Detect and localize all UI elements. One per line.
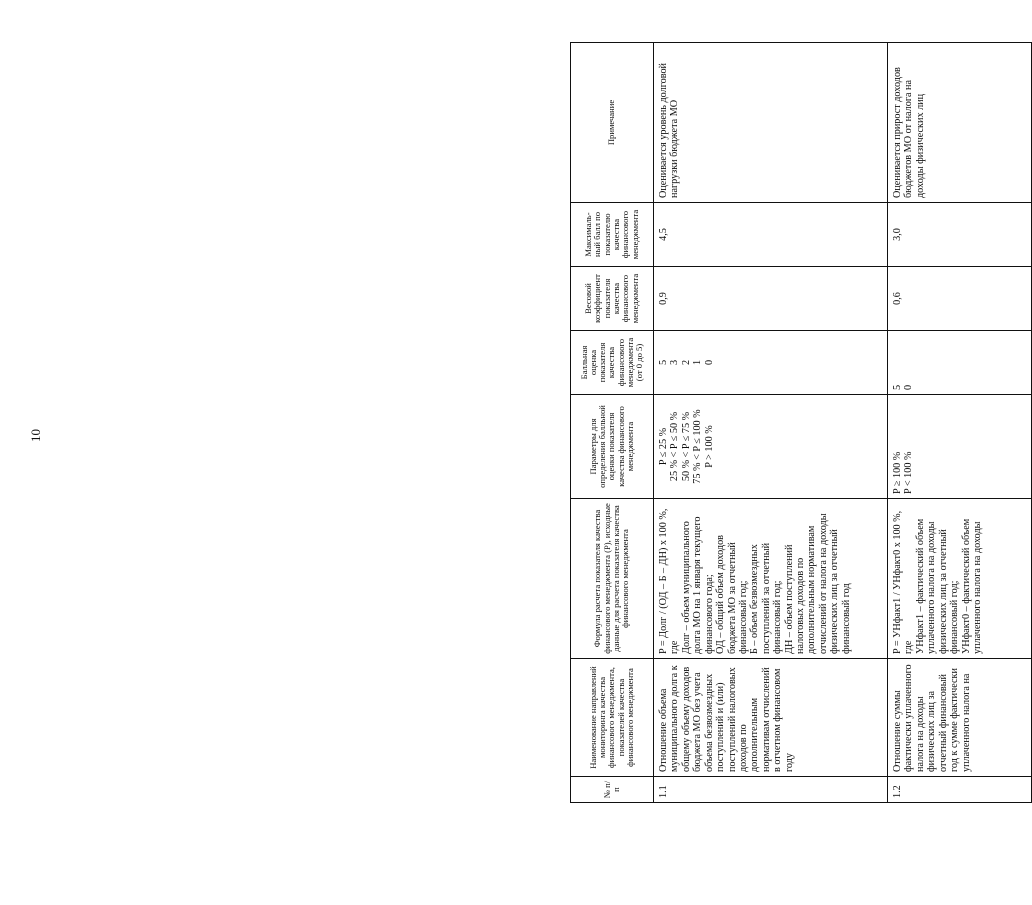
page-number: 10 — [28, 429, 43, 442]
row-parameters: P ≤ 25 % 25 % < P ≤ 50 % 50 % < P ≤ 75 % 75 % < P ≤ 100 % P > 100 % — [654, 395, 888, 499]
row-score: 5 3 2 1 0 — [654, 331, 888, 395]
row-formula: P = УНфакт1 / УНфакт0 х 100 %, где УНфакт1 – фактический объем уплаченного налога на доходы физических лиц за отчетный финансовый год; УНфакт0 – фактический объем уплаченного налога на доходы — [888, 499, 1032, 659]
header-weight: Весовой коэффициент показателя качества финансового менеджмента — [571, 267, 654, 331]
header-note: Примечание — [571, 43, 654, 203]
row-score: 5 0 — [888, 331, 1032, 395]
table-row — [888, 43, 1032, 803]
row-direction: Отношение объема муниципального долга к общему объему доходов бюджета МО без учета объема безвозмездных поступлений и (или) поступлений налоговых доходов по дополнительным нормативам отчислений в отчетном финансовом году — [654, 659, 888, 777]
row-note: Оценивается прирост доходов бюджетов МО от налога на доходы физических лиц — [888, 43, 1032, 203]
row-weight: 0,6 — [888, 267, 1032, 331]
indicator-table — [570, 42, 1032, 803]
row-note: Оценивается уровень долговой нагрузки бюджета МО — [654, 43, 888, 203]
header-formula: Формула расчета показателя качества финансового менеджмента (P), исходные данные для расчета показателя качества финансового менеджмента — [571, 499, 654, 659]
row-max-score: 4,5 — [654, 203, 888, 267]
header-parameters: Параметры для определения балльной оценки показателя качества финансового менеджмента — [571, 395, 654, 499]
row-max-score: 3,0 — [888, 203, 1032, 267]
row-number: 1.1 — [654, 777, 888, 803]
header-direction: Наименование направлений мониторинга качества финансового менеджмента, показателей качества финансового менеджмента — [571, 659, 654, 777]
header-number: № п/п — [571, 777, 654, 803]
table-header-row — [571, 43, 654, 803]
row-parameters: P ≥ 100 % P < 100 % — [888, 395, 1032, 499]
row-number: 1.2 — [888, 777, 1032, 803]
header-max-score: Максималь-ный балл по показателю качества финансового менеджмента — [571, 203, 654, 267]
row-direction: Отношение суммы фактически уплаченного налога на доходы физических лиц за отчетный финансовый год к сумме фактически уплаченного налога на — [888, 659, 1032, 777]
row-formula: P = Долг / (ОД – Б – ДН) х 100 %, где Долг – объем муниципального долга МО на 1 января текущего финансового года; ОД – общий объем доходов бюджета МО за отчетный финансовый год; Б – объем безвозмездных поступлений за отчетный финансовый год; ДН – объем поступлений налоговых доходов по дополнительным нормативам отчислений от налога на доходы физических лиц за отчетный финансовый год — [654, 499, 888, 659]
header-score: Балльная оценка показателя качества финансового менеджмента (от 0 до 5) — [571, 331, 654, 395]
table-row — [654, 43, 888, 803]
row-weight: 0,9 — [654, 267, 888, 331]
